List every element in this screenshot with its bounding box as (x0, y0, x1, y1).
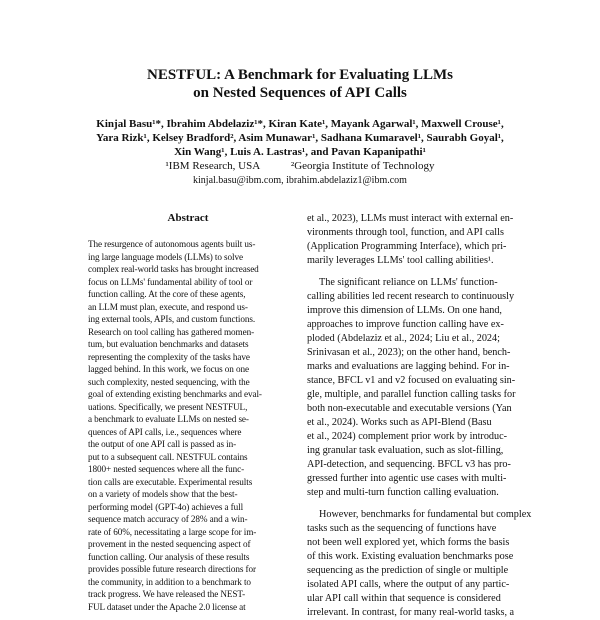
body-line: The significant reliance on LLMs' function- (319, 277, 498, 288)
abstract-line: function calling. Our analysis of these results (88, 551, 250, 562)
affiliation-ibm: ¹IBM Research, USA (165, 160, 261, 172)
body-line: et al., 2024) complement prior work by introduc- (307, 431, 508, 442)
body-line: tasks such as the sequencing of functions have (307, 523, 497, 534)
abstract-line: complex real-world tasks has brought increased (88, 264, 259, 274)
body-line: stance, BFCL v1 and v2 focused on evaluating sin- (307, 375, 516, 386)
abstract-line: function calling. At the core of these agents, (88, 289, 246, 299)
abstract-line: tum, but evaluation benchmarks and datasets (88, 339, 249, 349)
author-line: Kinjal Basu¹*, Ibrahim Abdelaziz¹*, Kiran Kate¹, Mayank Agarwal¹, Maxwell Crouse¹, (96, 118, 504, 130)
body-line: API-detection, and sequencing. BFCL v3 has pro- (307, 459, 511, 470)
abstract-line: an LLM must plan, execute, and respond us- (88, 301, 248, 312)
title-line-2: on Nested Sequences of API Calls (193, 85, 407, 101)
abstract-line: tion calls are executable. Experimental results (88, 476, 253, 487)
introduction-column (307, 212, 532, 620)
body-line: irrelevant. In contrast, for many real-world tasks, a (307, 607, 515, 618)
abstract-line: 1800+ nested sequences where all the func- (88, 464, 245, 474)
body-line: Srinivasan et al., 2023); on the other hand, bench- (307, 347, 511, 358)
abstract-line: on a variety of models show that the best- (88, 489, 238, 499)
abstract-line: provides possible future research directions for (88, 564, 256, 574)
abstract-line: ing large language models (LLMs) to solve (88, 251, 243, 262)
body-line: gressed further into agentic use cases with multi- (307, 473, 507, 484)
abstract-body (88, 238, 288, 613)
body-line: calling abilities led recent research to continuously (307, 291, 515, 302)
author-line: Yara Rizk¹, Kelsey Bradford², Asim Munawar¹, Sadhana Kumaravel¹, Saurabh Goyal¹, (96, 132, 504, 144)
author-list (60, 117, 540, 159)
abstract-line: Research on tool calling has gathered momen- (88, 326, 255, 337)
abstract-line: lagged behind. In this work, we focus on one (88, 364, 249, 374)
abstract-line: the community, in addition to a benchmark to (88, 576, 251, 587)
author-emails: kinjal.basu@ibm.com, ibrahim.abdelaziz1@ibm.com (193, 175, 407, 186)
title-line-1: NESTFUL: A Benchmark for Evaluating LLMs (146, 67, 453, 83)
body-line: improve this dimension of LLMs. On one hand, (307, 305, 502, 316)
body-line: sequencing as the prediction of single or multiple (307, 565, 509, 576)
body-line: isolated API calls, where the output of any partic- (307, 579, 510, 590)
body-line: (Application Programming Interface), which pri- (307, 241, 507, 252)
body-line: gle, multiple, and parallel function calling tasks for (307, 389, 516, 400)
body-line: step and multi-turn function calling evaluation. (307, 487, 499, 498)
abstract-line: The resurgence of autonomous agents built us- (88, 239, 256, 249)
abstract-line: ing external tools, APIs, and custom functions. (88, 314, 256, 324)
body-line: ular API call within that sequence is considered (307, 593, 501, 604)
abstract-line: uations. Specifically, we present NESTFUL, (88, 401, 248, 412)
abstract-line: track progress. We have released the NEST- (88, 589, 246, 599)
abstract-line: focus on LLMs' fundamental ability of tool or (88, 276, 253, 287)
body-line: ploded (Abdelaziz et al., 2024; Liu et al., 2024; (307, 333, 500, 344)
body-line: marks and evaluations are lagging behind. For in- (307, 361, 510, 372)
affiliations (60, 160, 540, 173)
abstract-line: performing model (GPT-4o) achieves a full (88, 501, 244, 512)
body-line: marily leverages LLMs' tool calling abilities¹. (307, 255, 494, 266)
body-line: both non-executable and executable versions (Yan (307, 403, 512, 414)
abstract-line: the output of one API call is passed as in- (88, 439, 237, 449)
body-line: of this work. Existing evaluation benchmarks pose (307, 551, 514, 562)
abstract-line: such complexity, nested sequencing, with the (88, 376, 250, 387)
abstract-line: quences of API calls, i.e., sequences where (88, 426, 242, 437)
paragraph-gap (307, 268, 532, 276)
abstract-line: rate of 60%, necessitating a large scope for im- (88, 526, 257, 537)
body-line: vironments through tool, function, and API calls (307, 227, 504, 238)
paragraph-gap (307, 500, 532, 508)
abstract-line: put to a subsequent call. NESTFUL contains (88, 451, 248, 462)
abstract-heading: Abstract (167, 212, 209, 224)
author-line: Xin Wang¹, Luis A. Lastras¹, and Pavan Kapanipathi¹ (174, 146, 426, 158)
body-line: not been well explored yet, which forms the basis (307, 537, 510, 548)
abstract-line: a benchmark to evaluate LLMs on nested se- (88, 414, 249, 424)
abstract-line: goal of extending existing benchmarks and eval- (88, 389, 262, 399)
affiliation-georgia-tech: ²Georgia Institute of Technology (290, 160, 435, 172)
body-line: However, benchmarks for fundamental but complex (319, 509, 532, 520)
body-line: et al., 2024). Works such as API-Blend (Basu (307, 417, 492, 428)
body-line: et al., 2023), LLMs must interact with external en- (307, 213, 514, 224)
body-line: approaches to improve function calling have ex- (307, 319, 504, 330)
abstract-line: FUL dataset under the Apache 2.0 license at (88, 601, 246, 612)
abstract-line: provement in the nested sequencing aspect of (88, 539, 251, 549)
abstract-line: representing the complexity of the tasks have (88, 351, 250, 362)
paper-title (0, 66, 600, 102)
body-line: ing granular task evaluation, such as slot-filling, (307, 445, 504, 456)
abstract-line: sequence match accuracy of 28% and a win- (88, 514, 248, 524)
